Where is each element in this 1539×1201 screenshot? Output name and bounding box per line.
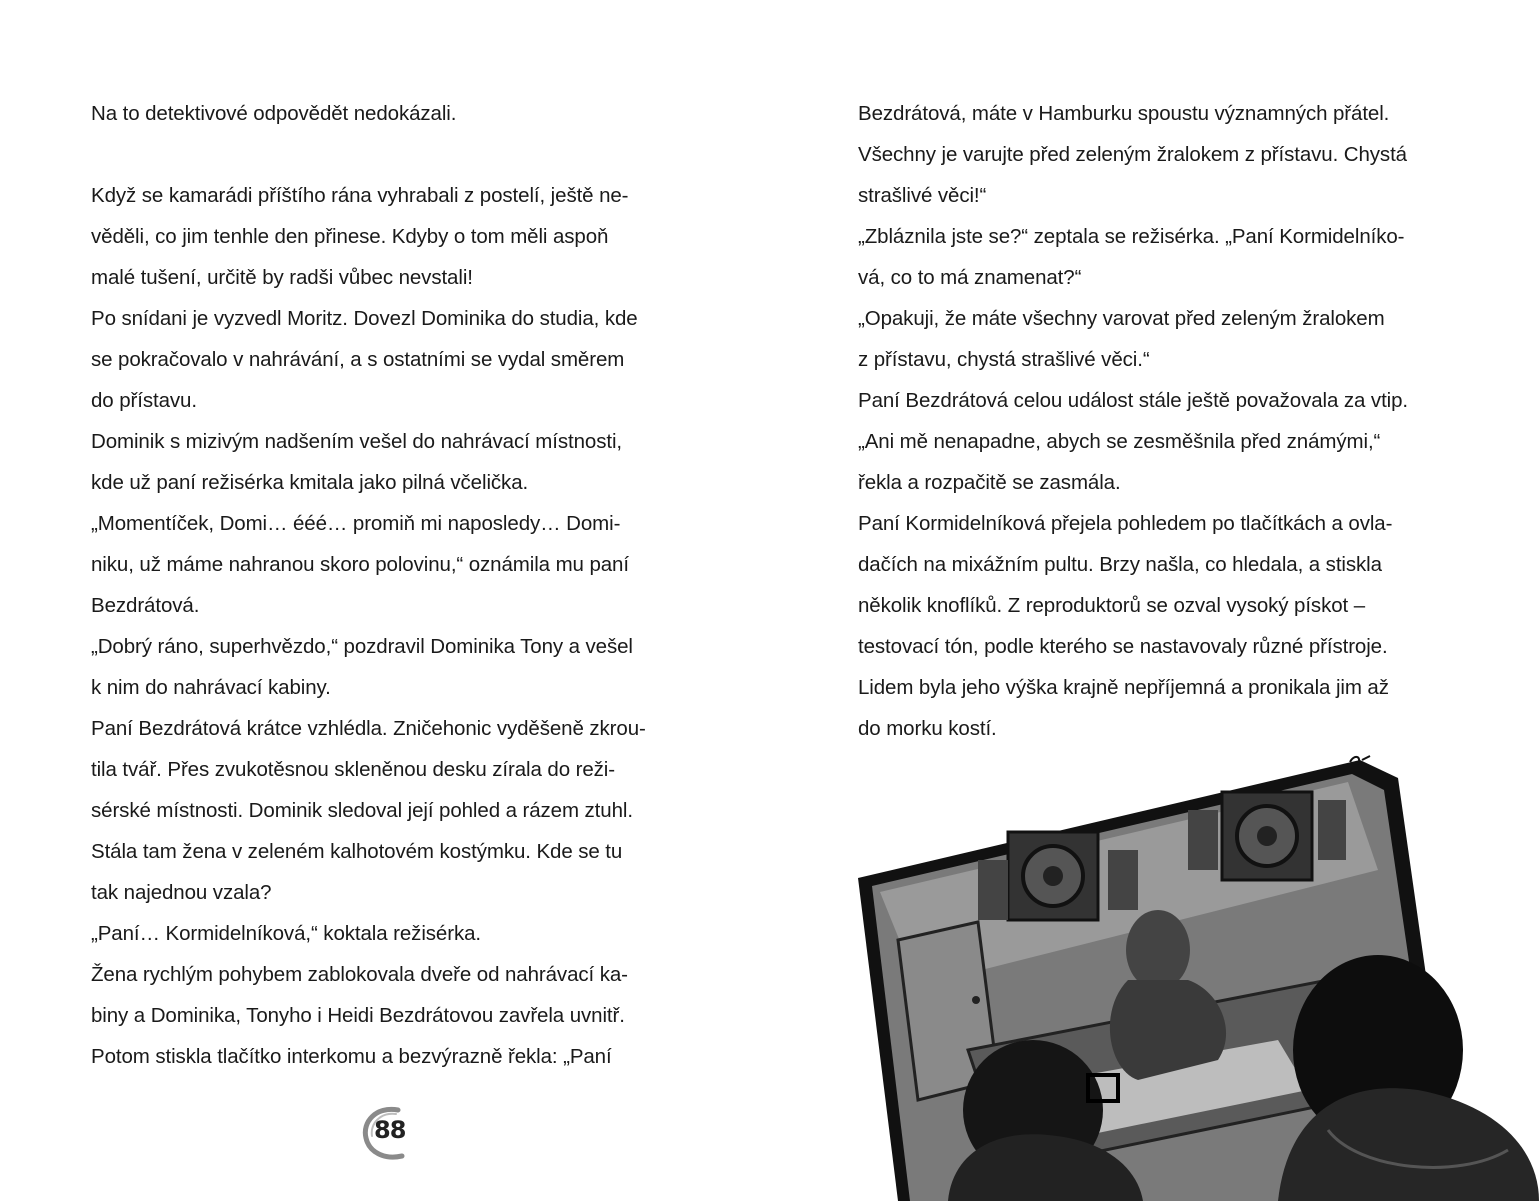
text-line: „Paní… Kormidelníková,“ koktala režisérka. (91, 922, 482, 945)
text-line: tak najednou vzala? (91, 881, 272, 904)
left-paragraph-2 (91, 175, 691, 1077)
text-line: Po snídani je vyzvedl Moritz. Dovezl Dominika do studia, kde (91, 307, 638, 330)
text-line: Dominik s mizivým nadšením vešel do nahrávací místnosti, (91, 430, 623, 453)
text-line: Paní Bezdrátová krátce vzhlédla. Zničehonic vyděšeně zkrou- (91, 717, 646, 740)
text-line: „Dobrý ráno, superhvězdo,“ pozdravil Dominika Tony a vešel (91, 635, 633, 658)
paragraph-gap (91, 134, 691, 175)
right-paragraph (858, 93, 1458, 749)
text-line: strašlivé věci!“ (858, 184, 987, 207)
text-line: do morku kostí. (858, 717, 997, 740)
text-line: tila tvář. Přes zvukotěsnou skleněnou desku zírala do reži- (91, 758, 615, 781)
text-line: Na to detektivové odpovědět nedokázali. (91, 102, 457, 125)
text-line: malé tušení, určitě by radši vůbec nevstali! (91, 266, 473, 289)
text-line: Lidem byla jeho výška krajně nepříjemná a pronikala jim až (858, 676, 1389, 699)
text-line: vá, co to má znamenat?“ (858, 266, 1082, 289)
right-page-text (858, 93, 1458, 749)
text-line: řekla a rozpačitě se zasmála. (858, 471, 1121, 494)
text-line: „Ani mě nenapadne, abych se zesměšnila před známými,“ (858, 430, 1381, 453)
text-line: sérské místnosti. Dominik sledoval její pohled a rázem ztuhl. (91, 799, 633, 822)
text-line: Žena rychlým pohybem zablokovala dveře od nahrávací ka- (91, 963, 628, 986)
text-line: „Opakuji, že máte všechny varovat před zeleným žralokem (858, 307, 1385, 330)
text-line: Všechny je varujte před zeleným žralokem z přístavu. Chystá (858, 143, 1407, 166)
text-line: Bezdrátová, máte v Hamburku spoustu významných přátel. (858, 102, 1390, 125)
text-line: testovací tón, podle kterého se nastavovaly různé přístroje. (858, 635, 1388, 658)
text-line: dačích na mixážním pultu. Brzy našla, co hledala, a stiskla (858, 553, 1382, 576)
text-line: Paní Bezdrátová celou událost stále ještě považovala za vtip. (858, 389, 1409, 412)
text-line: „Zbláznila jste se?“ zeptala se režisérka. „Paní Kormidelníko- (858, 225, 1405, 248)
left-paragraph-1 (91, 93, 691, 134)
text-line: několik knoflíků. Z reproduktorů se ozval vysoký pískot – (858, 594, 1366, 617)
text-line: Když se kamarádi příštího rána vyhrabali z postelí, ještě ne- (91, 184, 629, 207)
text-line: „Momentíček, Domi… ééé… promiň mi naposledy… Domi- (91, 512, 621, 535)
text-line: věděli, co jim tenhle den přinese. Kdyby o tom měli aspoň (91, 225, 609, 248)
text-line: do přístavu. (91, 389, 197, 412)
text-line: z přístavu, chystá strašlivé věci.“ (858, 348, 1150, 371)
studio-illustration (858, 750, 1539, 1201)
text-line: se pokračovalo v nahrávání, a s ostatními se vydal směrem (91, 348, 625, 371)
left-page-text (91, 93, 691, 1077)
text-line: Potom stiskla tlačítko interkomu a bezvýrazně řekla: „Paní (91, 1045, 612, 1068)
text-line: k nim do nahrávací kabiny. (91, 676, 331, 699)
text-line: Stála tam žena v zeleném kalhotovém kostýmku. Kde se tu (91, 840, 623, 863)
page-number: 88 (374, 1116, 406, 1144)
text-line: biny a Dominika, Tonyho i Heidi Bezdrátovou zavřela uvnitř. (91, 1004, 625, 1027)
text-line: Bezdrátová. (91, 594, 200, 617)
text-line: kde už paní režisérka kmitala jako pilná včelička. (91, 471, 529, 494)
page-number-badge (358, 1104, 418, 1162)
text-line: niku, už máme nahranou skoro polovinu,“ oznámila mu paní (91, 553, 629, 576)
text-line: Paní Kormidelníková přejela pohledem po tlačítkách a ovla- (858, 512, 1393, 535)
